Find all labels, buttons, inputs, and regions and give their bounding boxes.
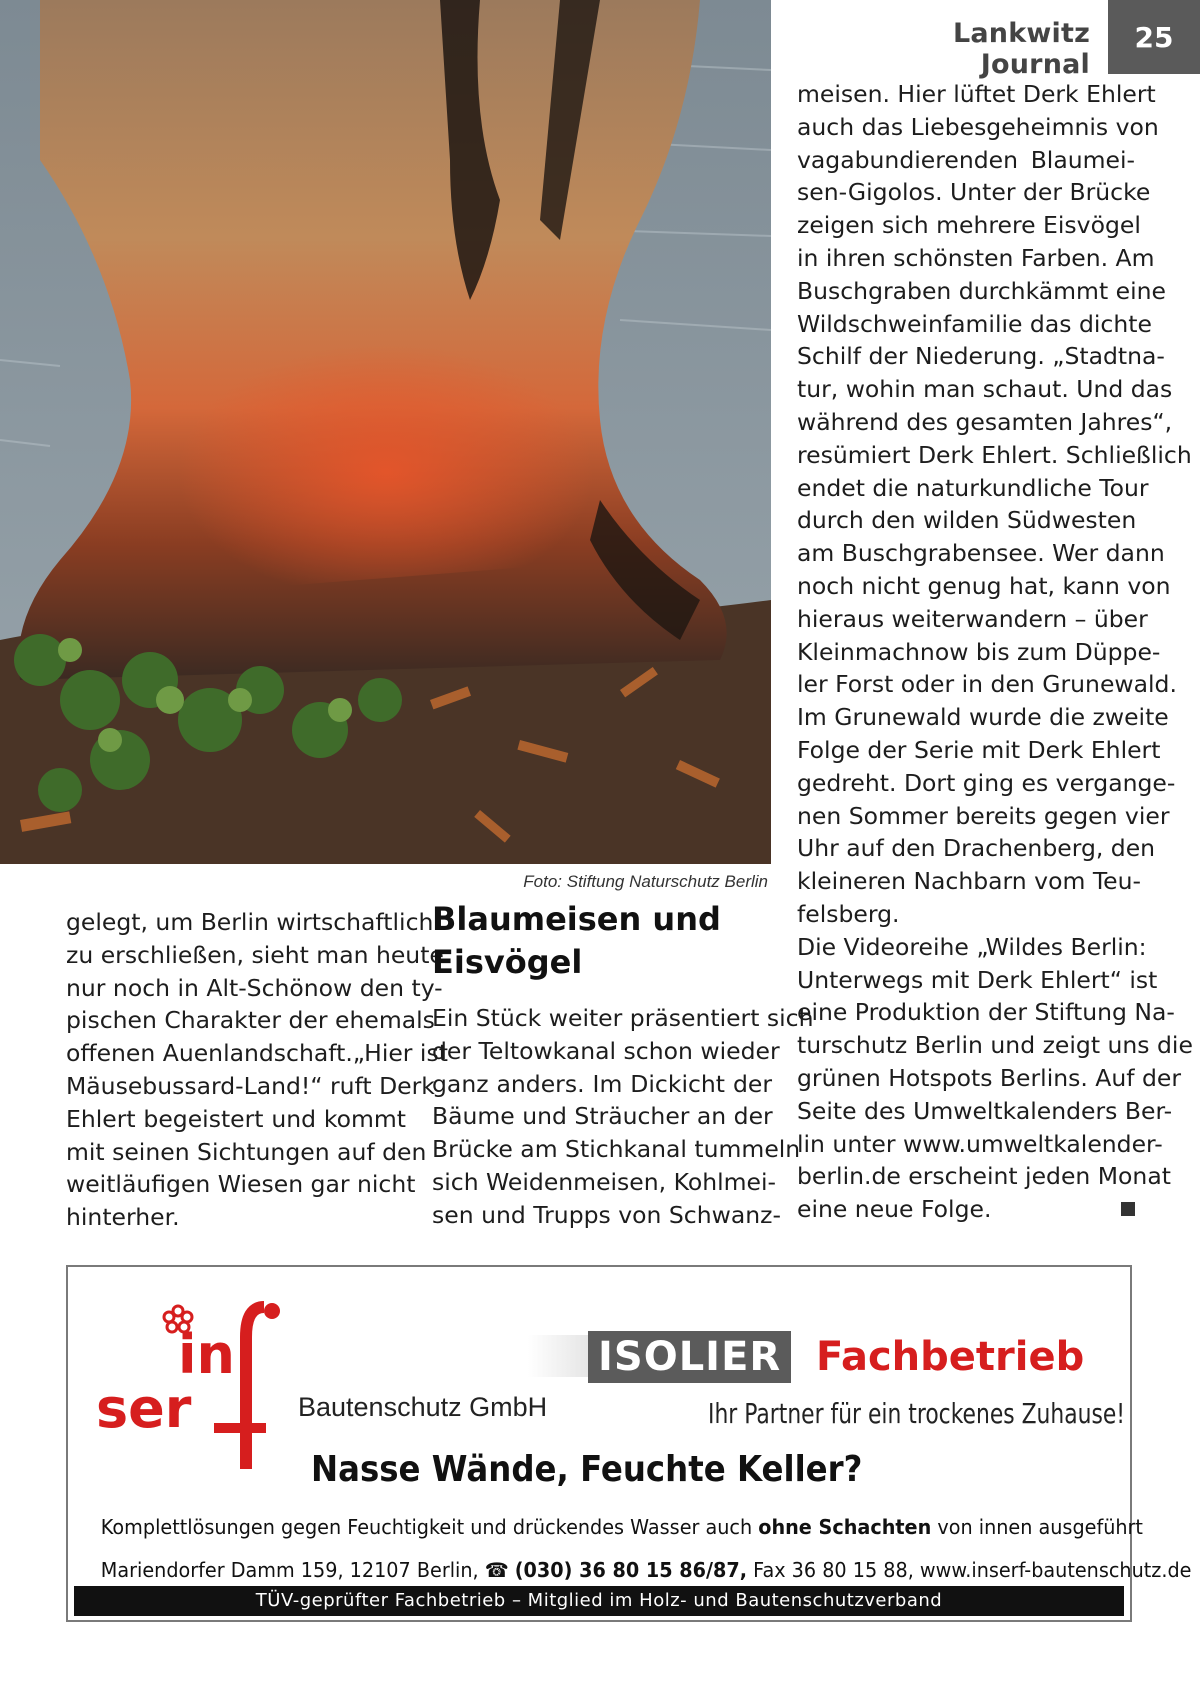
text-line: tur, wohin man schaut. Und das xyxy=(797,375,1173,404)
text-line: eine neue Folge. xyxy=(797,1195,992,1224)
text-line: gedreht. Dort ging es vergange- xyxy=(797,768,1176,797)
text-line: weitläufigen Wiesen gar nicht xyxy=(66,1170,416,1199)
text-line: mit seinen Sichtungen auf den xyxy=(66,1137,427,1166)
heading-line: Eisvögel xyxy=(432,943,583,981)
ad-phone[interactable]: (030) 36 80 15 86/87, xyxy=(514,1558,748,1582)
text-line: Die Videoreihe „Wildes Berlin: xyxy=(797,932,1147,961)
text-line: hinterher. xyxy=(66,1203,180,1232)
text-line: in ihren schönsten Farben. Am xyxy=(797,243,1155,272)
text-line: offenen Auenlandschaft.„Hier ist xyxy=(66,1039,448,1068)
text-line: Ein Stück weiter präsentiert sich xyxy=(432,1004,814,1032)
ad-address: Mariendorfer Damm 159, 12107 Berlin, xyxy=(100,1558,485,1582)
text-line: Mäusebussard-Land!“ ruft Derk xyxy=(66,1071,435,1100)
text-line: Schilf der Niederung. „Stadtna- xyxy=(797,342,1165,371)
article-column-3 xyxy=(797,78,1193,1226)
text-line: Brücke am Stichkanal tummeln xyxy=(432,1135,801,1164)
isolier-label: ISOLIER xyxy=(588,1331,791,1383)
tree-trunk-illustration xyxy=(0,0,771,864)
ad-headline: Nasse Wände, Feuchte Keller? xyxy=(311,1449,863,1490)
inserf-logo xyxy=(96,1297,296,1469)
text-line: sich Weidenmeisen, Kohlmei- xyxy=(432,1167,776,1196)
text-line: endet die naturkundliche Tour xyxy=(797,473,1149,502)
text-line: nur noch in Alt-Schönow den ty- xyxy=(66,973,443,1002)
fachbetrieb-label: Fachbetrieb xyxy=(816,1334,1085,1380)
text-line: nen Sommer bereits gegen vier xyxy=(797,801,1170,830)
text-line: resümiert Derk Ehlert. Schließlich xyxy=(797,440,1192,469)
text-line: gelegt, um Berlin wirtschaftlich xyxy=(66,908,434,936)
text-line: pischen Charakter der ehemals xyxy=(66,1006,435,1035)
text-line: turschutz Berlin und zeigt uns die xyxy=(797,1031,1193,1060)
text-line: Folge der Serie mit Derk Ehlert xyxy=(797,735,1161,764)
text-line: sen-Gigolos. Unter der Brücke xyxy=(797,178,1151,207)
text-line: auch das Liebesgeheimnis von xyxy=(797,112,1159,141)
inserf-advertisement[interactable] xyxy=(66,1265,1192,1622)
text-line: Seite des Umweltkalenders Ber- xyxy=(797,1096,1173,1125)
text-line: zeigen sich mehrere Eisvögel xyxy=(797,211,1141,240)
text-line: grünen Hotspots Berlins. Auf der xyxy=(797,1063,1182,1092)
ad-services-line xyxy=(100,1515,1143,1539)
heading-line: Blaumeisen und xyxy=(432,900,721,938)
text-line: am Buschgrabensee. Wer dann xyxy=(797,539,1165,568)
text-line: ler Forst oder in den Grunewald. xyxy=(797,670,1177,699)
text-line: berlin.de erscheint jeden Monat xyxy=(797,1162,1171,1191)
ad-text: von innen ausgeführt xyxy=(931,1515,1143,1539)
photo-caption: Foto: Stiftung Naturschutz Berlin xyxy=(523,872,768,891)
text-line: ganz anders. Im Dickicht der xyxy=(432,1069,772,1098)
ad-text: Komplettlösungen gegen Feuchtigkeit und drückendes Wasser auch xyxy=(100,1515,759,1539)
company-name: Bautenschutz GmbH xyxy=(298,1392,548,1422)
text-line: Uhr auf den Drachenberg, den xyxy=(797,834,1156,863)
text-line: felsberg. xyxy=(797,899,900,928)
text-line: eine Produktion der Stiftung Na- xyxy=(797,998,1175,1027)
ad-contact-line[interactable] xyxy=(100,1558,1192,1582)
inserf-logo-graphic xyxy=(96,1297,296,1469)
text-line: meisen. Hier lüftet Derk Ehlert xyxy=(797,80,1156,108)
ad-footer-bar: TÜV-geprüfter Fachbetrieb – Mitglied im Holz- und Bautenschutzverband xyxy=(74,1586,1124,1616)
article-end-square-icon xyxy=(1121,1202,1135,1216)
article-column-2 xyxy=(432,1002,814,1232)
text-line: hieraus weiterwandern – über xyxy=(797,604,1148,633)
text-line: Bäume und Sträucher an der xyxy=(432,1102,773,1131)
text-line: Buschgraben durchkämmt eine xyxy=(797,276,1166,305)
logo-text-ser: ser xyxy=(96,1377,192,1440)
text-line: lin unter www.umweltkalender- xyxy=(797,1129,1163,1158)
text-line: Unterwegs mit Derk Ehlert“ ist xyxy=(797,965,1158,994)
text-line: Kleinmachnow bis zum Düppe- xyxy=(797,637,1161,666)
ad-slogan: Ihr Partner für ein trockenes Zuhause! xyxy=(708,1397,1126,1430)
text-line: Wildschweinfamilie das dichte xyxy=(797,309,1152,338)
phone-icon: ☎ xyxy=(484,1558,509,1582)
ad-text-bold: ohne Schachten xyxy=(758,1515,932,1539)
text-line: vagabundierenden Blaumei- xyxy=(797,145,1135,174)
text-line: noch nicht genug hat, kann von xyxy=(797,571,1171,600)
text-line-last xyxy=(797,1193,1135,1226)
text-line: Im Grunewald wurde die zweite xyxy=(797,703,1169,732)
text-line: zu erschließen, sieht man heute xyxy=(66,940,444,969)
ad-fax-web[interactable]: Fax 36 80 15 88, www.inserf-bautenschutz.de xyxy=(747,1558,1192,1582)
journal-title: Lankwitz Journal xyxy=(952,18,1090,80)
text-line: kleineren Nachbarn vom Teu- xyxy=(797,867,1142,896)
page-number: 25 xyxy=(1108,0,1200,74)
text-line: der Teltowkanal schon wieder xyxy=(432,1036,780,1065)
beaver-tree-photo xyxy=(0,0,771,864)
text-line: während des gesamten Jahres“, xyxy=(797,407,1173,436)
article-column-1 xyxy=(66,906,448,1234)
text-line: sen und Trupps von Schwanz- xyxy=(432,1200,781,1229)
section-heading xyxy=(432,898,772,984)
text-line: Ehlert begeistert und kommt xyxy=(66,1104,406,1133)
text-line: durch den wilden Südwesten xyxy=(797,506,1137,535)
logo-text-in: in xyxy=(178,1323,235,1386)
